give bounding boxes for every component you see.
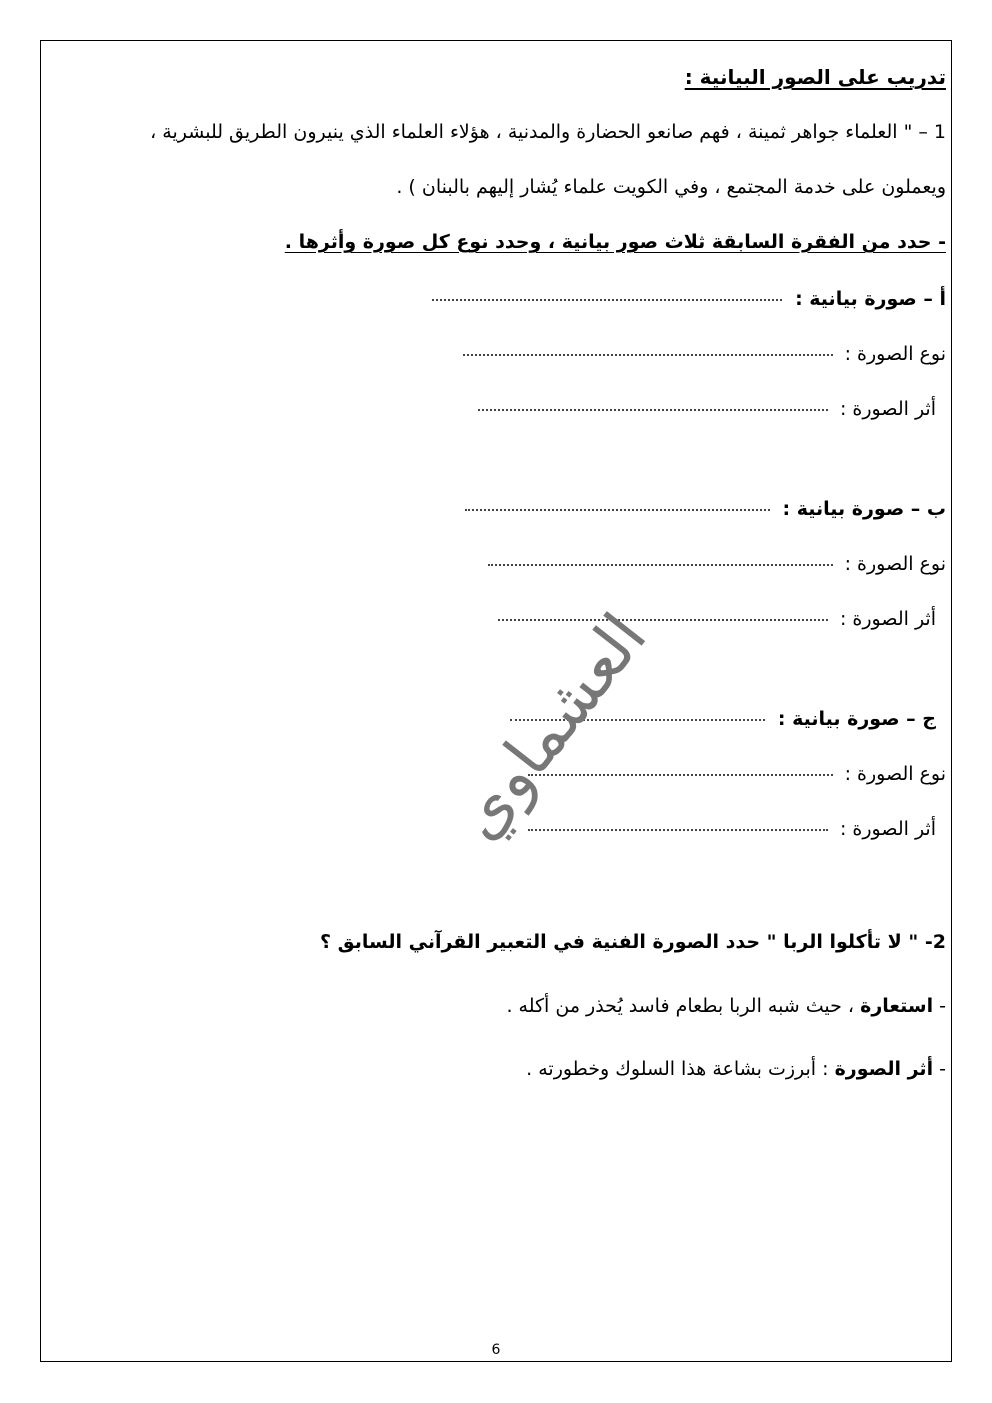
image-b-answer-line[interactable] [465,508,770,511]
page-number: 6 [491,1342,501,1358]
image-b-effect-label: أثر الصورة : [839,608,936,630]
image-a-effect-row [478,394,936,424]
image-c-effect-row [528,814,936,844]
question-2-answer-1: - استعارة ، حيث شبه الربا بطعام فاسد يُحذر من أكله . [506,995,946,1017]
image-b-type-label: نوع الصورة : [844,553,946,575]
paragraph-line-1: 1 – " العلماء جواهر ثمينة ، فهم صانعو الحضارة والمدنية ، هؤلاء العلماء الذي ينيرون الطريق للبشرية ، [150,121,946,143]
image-b-effect-line[interactable] [498,618,828,621]
instruction: - حدد من الفقرة السابقة ثلاث صور بيانية ، وحدد نوع كل صورة وأثرها . [284,231,946,253]
answer-2-term: أثر الصورة [834,1058,934,1080]
image-a-effect-label: أثر الصورة : [839,398,936,420]
image-a-type-line[interactable] [463,353,833,356]
image-c-effect-line[interactable] [528,828,828,831]
section-heading: تدريب على الصور البيانية : [684,65,946,89]
image-c-type-label: نوع الصورة : [844,763,946,785]
image-b-type-line[interactable] [488,563,833,566]
image-a-answer-line[interactable] [432,298,782,301]
image-c-effect-label: أثر الصورة : [839,818,936,840]
image-b-type-row [488,549,946,579]
watermark: العشماوي [441,600,662,854]
answer-1-term: استعارة [860,995,934,1017]
image-b-title: ب – صورة بيانية : [782,498,946,520]
question-2-title: 2- " لا تأكلوا الربا " حدد الصورة الفنية في التعبير القرآني السابق ؟ [319,931,946,953]
image-a-title: أ – صورة بيانية : [795,288,946,310]
paragraph-line-2: ويعملون على خدمة المجتمع ، وفي الكويت علماء يُشار إليهم بالبنان ) . [396,176,946,198]
image-c-type-line[interactable] [528,773,833,776]
image-a-effect-line[interactable] [478,408,828,411]
question-2-answer-2: - أثر الصورة : أبرزت بشاعة هذا السلوك وخطورته . [526,1058,946,1080]
image-b-title-row [465,494,946,524]
answer-2-text: : أبرزت بشاعة هذا السلوك وخطورته . [526,1058,829,1080]
answer-1-text: ، حيث شبه الربا بطعام فاسد يُحذر من أكله . [506,995,855,1017]
image-a-type-row [463,339,946,369]
image-c-title: ج – صورة بيانية : [777,708,936,730]
image-b-effect-row [498,604,936,634]
image-c-type-row [528,759,946,789]
image-a-type-label: نوع الصورة : [844,343,946,365]
image-a-title-row [432,284,946,314]
